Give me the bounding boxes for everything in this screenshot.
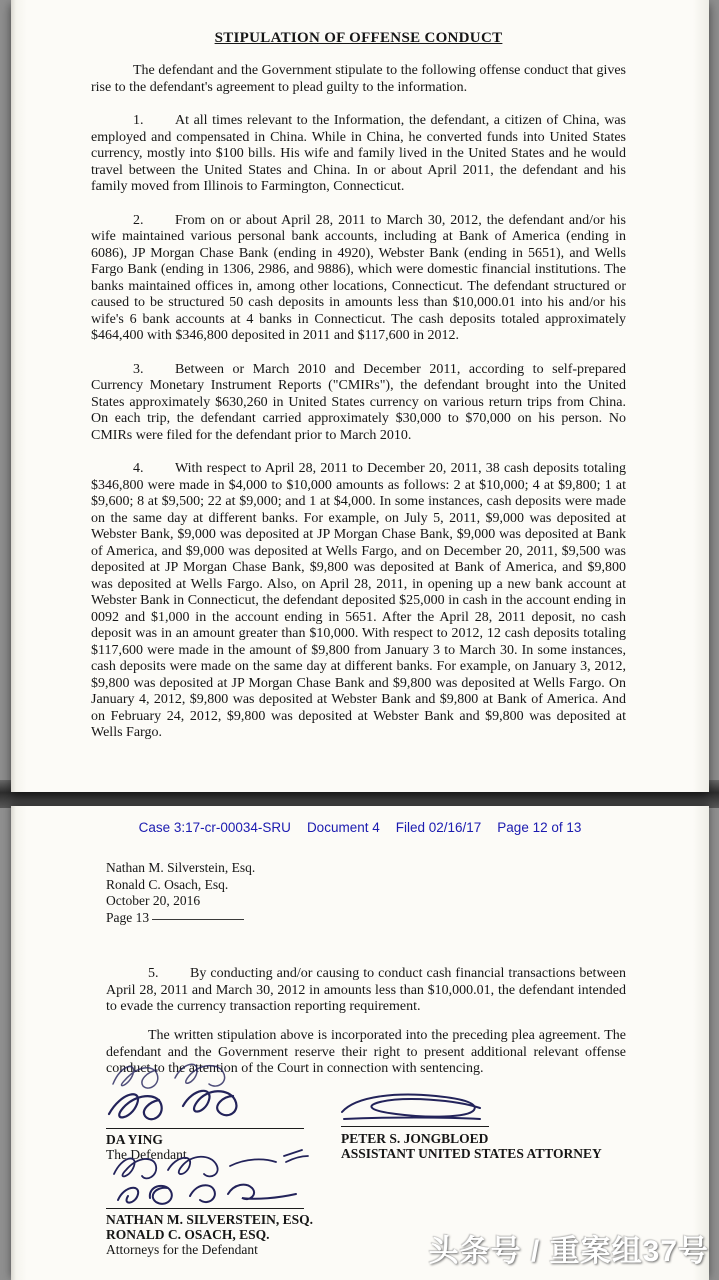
paragraph-5-number: 5. bbox=[148, 966, 159, 981]
paragraph-1-number: 1. bbox=[133, 113, 144, 128]
attorney-name-1: NATHAN M. SILVERSTEIN, ESQ. bbox=[106, 1212, 314, 1227]
case-number: Case 3:17-cr-00034-SRU bbox=[138, 820, 291, 835]
prosecutor-title: ASSISTANT UNITED STATES ATTORNEY bbox=[341, 1146, 602, 1161]
address-line: Ronald C. Osach, Esq. bbox=[106, 876, 229, 892]
paragraph-5 bbox=[106, 966, 626, 1016]
paragraph-3 bbox=[91, 362, 626, 445]
watermark: 头条号 / 重案组37号 bbox=[428, 1235, 709, 1268]
paragraph-4-number: 4. bbox=[133, 461, 144, 476]
document-page-1 bbox=[11, 0, 709, 792]
document-title: STIPULATION OF OFFENSE CONDUCT bbox=[214, 30, 503, 46]
paragraph-3-text: Between or March 2010 and December 2011, according to self-prepared Currency Monetary Instrument Reports ("CMIRs"), the defendant brought into the United States approximately $630,260 in United States currency on various return trips from China. On each trip, the defendant carried approximately $30,000 to $70,000 on his person. No CMIRs were filed for the defendant prior to March 2010. bbox=[91, 361, 626, 443]
prosecutor-name: PETER S. JONGBLOED bbox=[341, 1131, 489, 1146]
page-ref: Page 13 bbox=[106, 909, 150, 925]
paragraph-2-number: 2. bbox=[133, 212, 144, 228]
paragraph-3-number: 3. bbox=[133, 361, 144, 377]
osach-signature-icon bbox=[106, 1148, 316, 1210]
paragraph-1 bbox=[91, 113, 626, 196]
da-ying-signature-icon bbox=[99, 1058, 329, 1130]
defendant-title: The Defendant bbox=[106, 1147, 187, 1162]
prosecutor-signature-line bbox=[341, 1126, 489, 1127]
jongbloed-signature-icon bbox=[336, 1090, 486, 1124]
attorneys-signature-line bbox=[106, 1208, 304, 1209]
page-ref-underline bbox=[152, 919, 244, 920]
address-block bbox=[106, 860, 255, 926]
address-line: Nathan M. Silverstein, Esq. bbox=[106, 860, 256, 875]
intro-paragraph bbox=[91, 63, 626, 96]
filed-date: Filed 02/16/17 bbox=[395, 820, 482, 835]
address-line: October 20, 2016 bbox=[106, 893, 201, 908]
defendant-signature-line bbox=[106, 1128, 304, 1129]
paragraph-5-text: By conducting and/or causing to conduct cash financial transactions between April 28, 2011 and March 30, 2012 in amounts less than $10,000.01, the defendant intended to evade the currency transaction reporting requirement. bbox=[106, 966, 626, 1014]
page-1-content bbox=[11, 0, 709, 742]
closing-paragraph-text: The written stipulation above is incorporated into the preceding plea agreement. The defendant and the Government reserve their right to present additional relevant offense conduct to the attention of the Court in connection with sentencing. bbox=[106, 1028, 626, 1076]
court-filing-header bbox=[11, 820, 709, 835]
paragraph-1-text: At all times relevant to the Information, the defendant, a citizen of China, was employed and compensated in China. While in China, he converted funds into United States currency, mostly into $100 bills. His wife and family lived in the United States and he would travel between the United States and China. In or about April 2011, the defendant and his family moved from Illinois to Farmington, Connecticut. bbox=[91, 113, 626, 194]
defendant-name: DA YING bbox=[106, 1132, 163, 1147]
attorney-name-2: RONALD C. OSACH, ESQ. bbox=[106, 1227, 270, 1242]
intro-paragraph-text: The defendant and the Government stipulate to the following offense conduct that gives rise to the defendant's agreement to plead guilty to the information. bbox=[91, 63, 626, 95]
paragraph-4-text: With respect to April 28, 2011 to December 20, 2011, 38 cash deposits totaling $346,800 were made in $4,000 to $10,000 amounts as follows: 2 at $10,000; 4 at $9,800; 1 at $9,600; 8 at $9,500; 22 at $9,000; and 1 at $4,000. In some instances, cash deposits were made on the same day at different banks. For example, on July 5, 2011, $9,000 was deposited at Webster Bank, $9,000 was deposited at JP Morgan Chase Bank, $9,000 was deposited at Bank of America, and $9,000 was deposited at Wells Fargo, and on December 20, 2011, $9,500 was deposited at JP Morgan Chase Bank, $9,800 was deposited at Bank of America, and $9,800 was deposited at Wells Fargo. Also, on April 28, 2011, in opening up a new bank account at Webster Bank in Connecticut, the defendant deposited $25,000 in cash in the account ending in 0092 and $1,000 in the account ending in 5651. After the April 28, 2011 deposit, no cash deposit was in an amount greater than $10,000. With respect to 2012, 12 cash deposits totaling $117,600 were made in the amount of $9,800 from January 3 to March 30. In some instances, cash deposits were made on the same day at different banks. For example, on January 3, 2012, $9,800 was deposited at JP Morgan Chase Bank and $9,800 was deposited at Wells Fargo. On January 4, 2012, $9,800 was deposited at Webster Bank and $9,800 at Bank of America. And on February 24, 2012, $9,800 was deposited at Webster Bank and $9,800 was deposited at Wells Fargo. bbox=[91, 461, 626, 740]
address-line bbox=[106, 910, 255, 927]
document-number: Document 4 bbox=[306, 820, 380, 835]
page-indicator: Page 12 of 13 bbox=[497, 820, 582, 835]
attorneys-title: Attorneys for the Defendant bbox=[106, 1242, 258, 1257]
paragraph-2 bbox=[91, 213, 626, 345]
document-page-2 bbox=[11, 806, 709, 1280]
paragraph-2-text: From on or about April 28, 2011 to March 30, 2012, the defendant and/or his wife maintained various personal bank accounts, including at Bank of America (ending in 6086), JP Morgan Chase Bank (ending in 4920), Webster Bank (ending in 5651), and Wells Fargo Bank (ending in 1306, 2986, and 9886), which were domestic financial institutions. The banks maintained offices in, among other locations, Connecticut. The defendant structured or caused to be structured 50 cash deposits in amounts less than $10,000.01 into his and/or his wife's 6 bank accounts at 4 banks in Connecticut. The cash deposits totaled approximately $464,400 with $346,800 deposited in 2011 and $117,600 in 2012. bbox=[91, 212, 626, 343]
paragraph-4 bbox=[91, 461, 626, 742]
